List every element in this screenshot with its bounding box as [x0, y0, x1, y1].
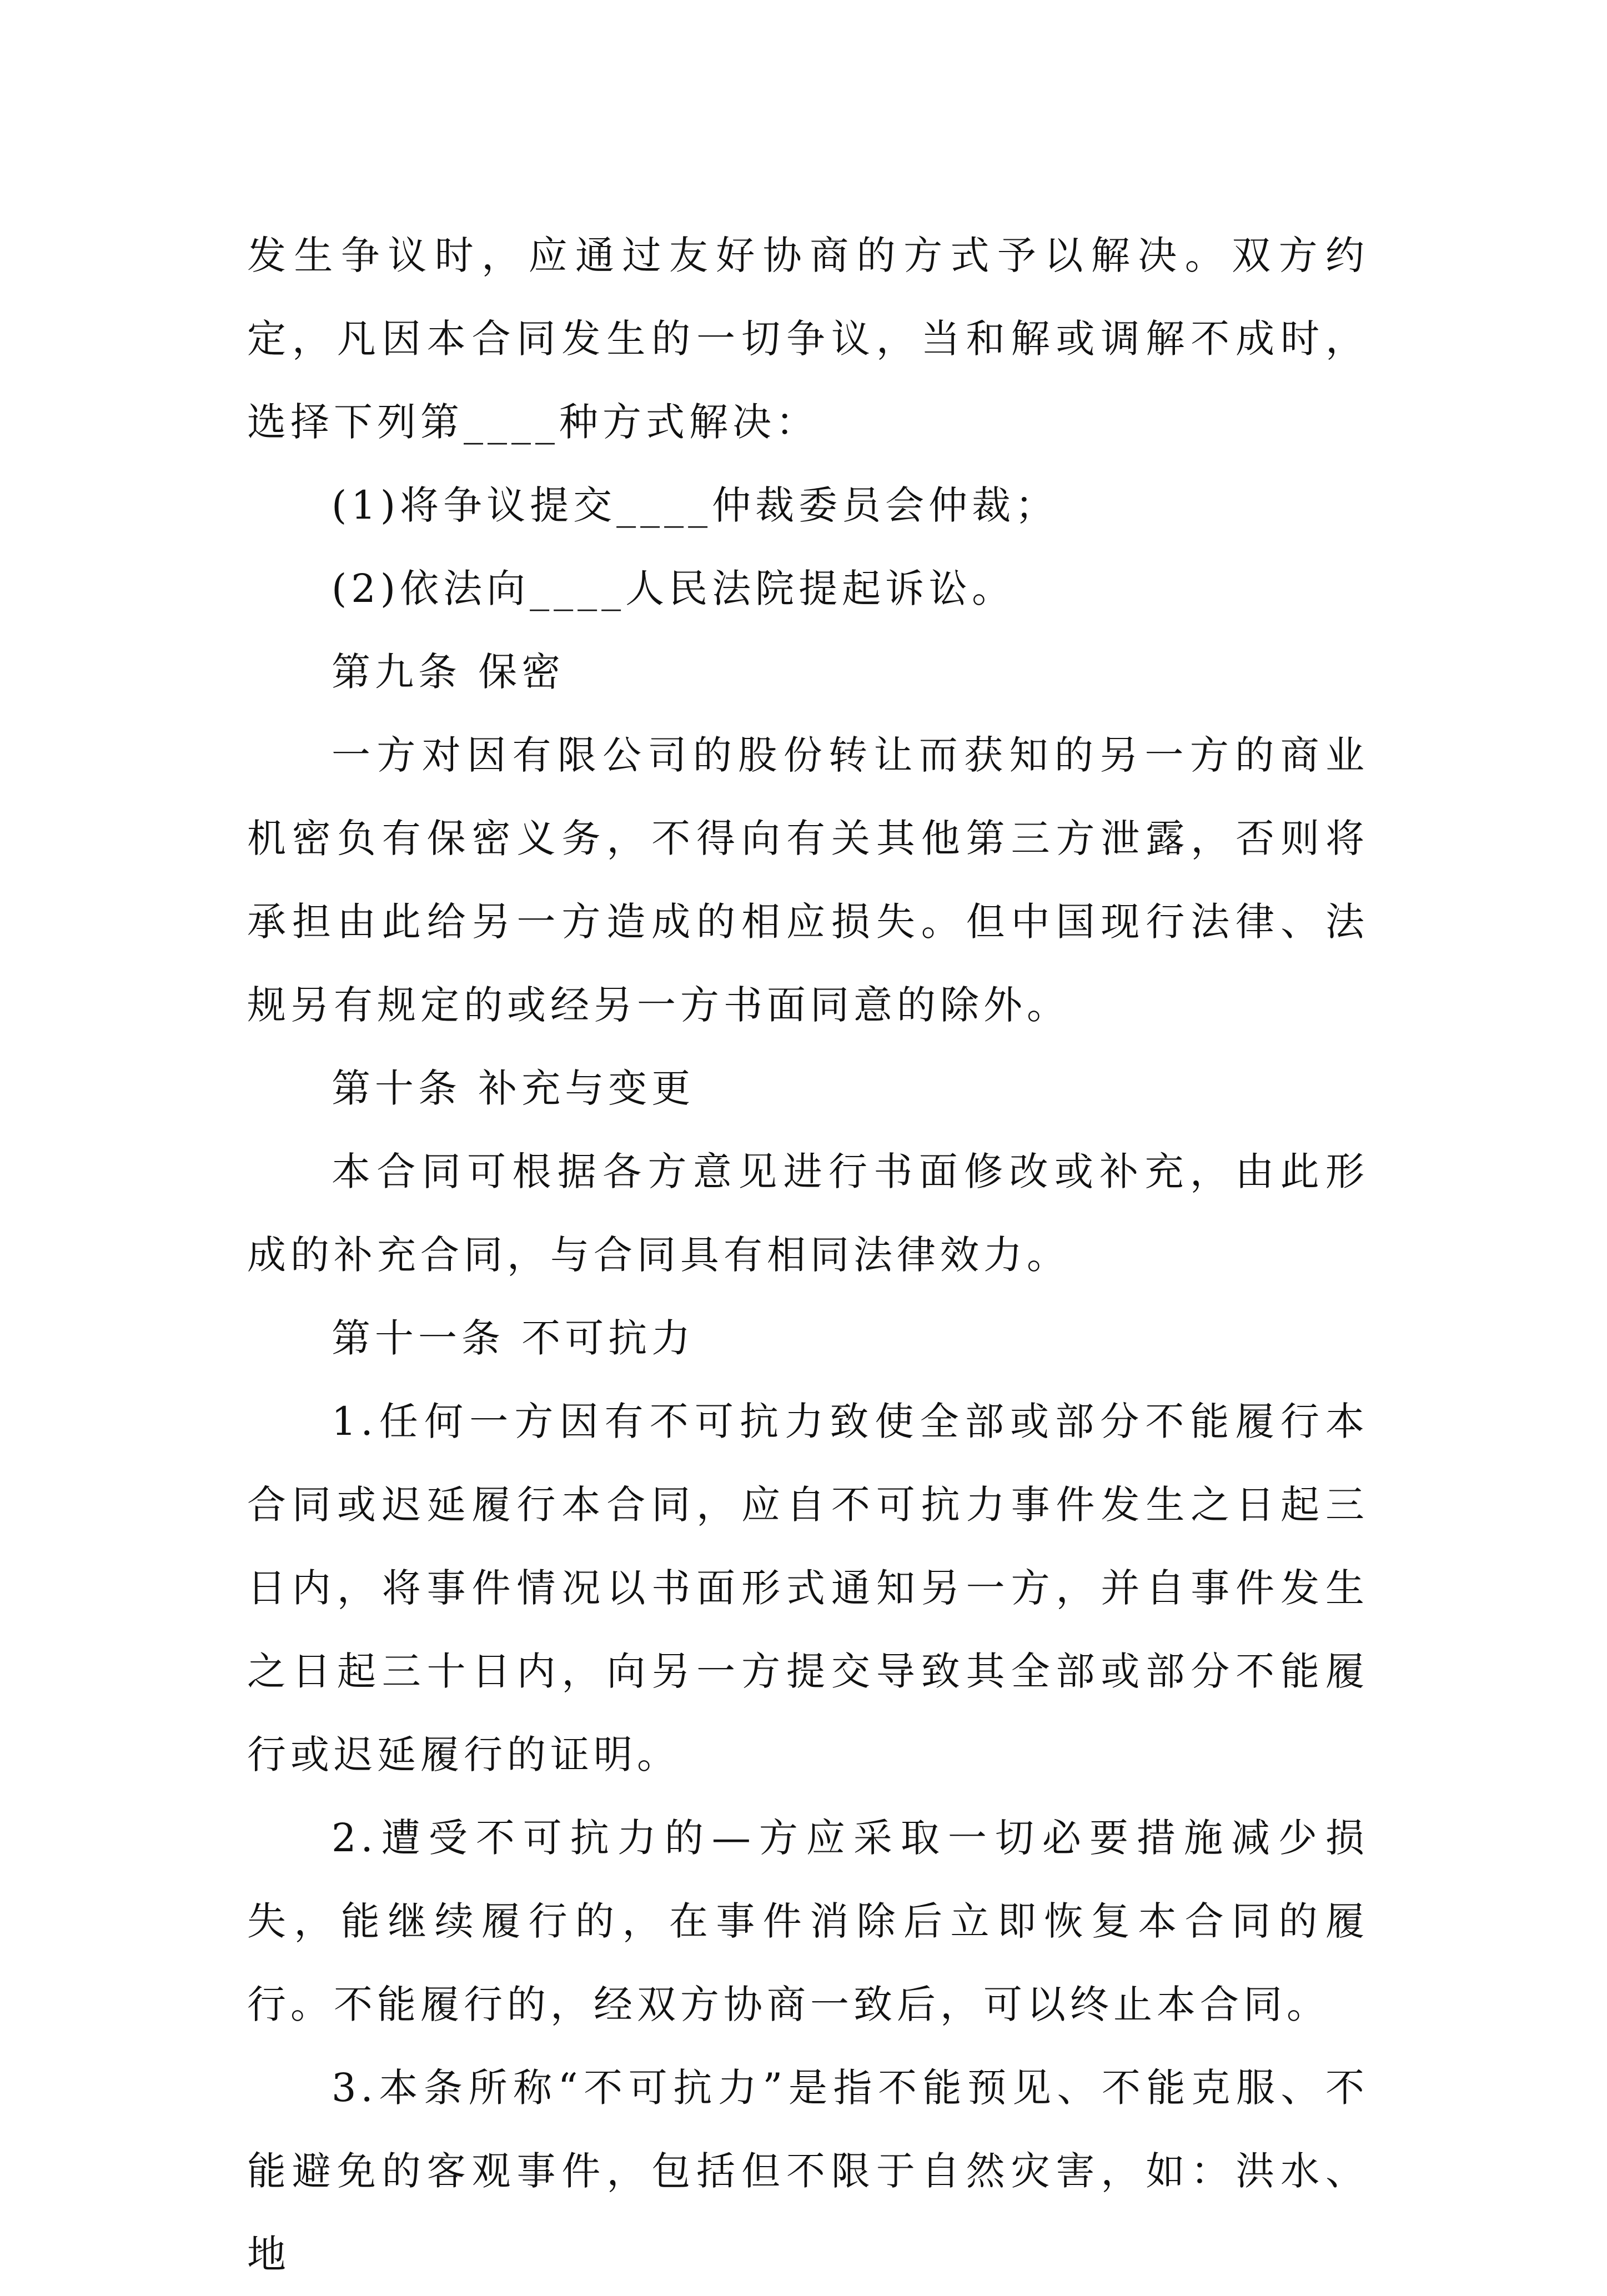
heading-article-9: 第九条 保密	[332, 649, 565, 695]
paragraph-force-majeure-2: 2.遭受不可抗力的—方应采取一切必要措施减少损失，能继续履行的，在事件消除后立即恢复本合同的履行。不能履行的，经双方协商一致后，可以终止本合同。	[247, 1815, 1369, 2027]
paragraph-force-majeure-1: 1.任何一方因有不可抗力致使全部或部分不能履行本合同或迟延履行本合同，应自不可抗力事件发生之日起三日内，将事件情况以书面形式通知另一方，并自事件发生之日起三十日内，向另一方提交导致其全部或部分不能履行或迟延履行的证明。	[247, 1399, 1369, 1777]
paragraph-amendment: 本合同可根据各方意见进行书面修改或补充，由此形成的补充合同，与合同具有相同法律效力。	[247, 1149, 1369, 1278]
paragraph-option-arbitration: (1)将争议提交____仲裁委员会仲裁；	[332, 483, 1059, 528]
paragraph-force-majeure-3: 3.本条所称“不可抗力”是指不能预见、不能克服、不能避免的客观事件，包括但不限于自然灾害，如：洪水、地	[247, 2065, 1369, 2277]
paragraph-dispute-resolution: 发生争议时，应通过友好协商的方式予以解决。双方约定，凡因本合同发生的一切争议，当和解或调解不成时，选择下列第____种方式解决：	[247, 233, 1369, 445]
paragraph-confidentiality: 一方对因有限公司的股份转让而获知的另一方的商业机密负有保密义务，不得向有关其他第三方泄露，否则将承担由此给另一方造成的相应损失。但中国现行法律、法规另有规定的或经另一方书面同意的除外。	[247, 732, 1369, 1028]
paragraph-option-litigation: (2)依法向____人民法院提起诉讼。	[332, 566, 1016, 611]
document-body	[247, 214, 1369, 2296]
heading-article-10: 第十条 补充与变更	[332, 1066, 695, 1111]
heading-article-11: 第十一条 不可抗力	[332, 1315, 695, 1361]
